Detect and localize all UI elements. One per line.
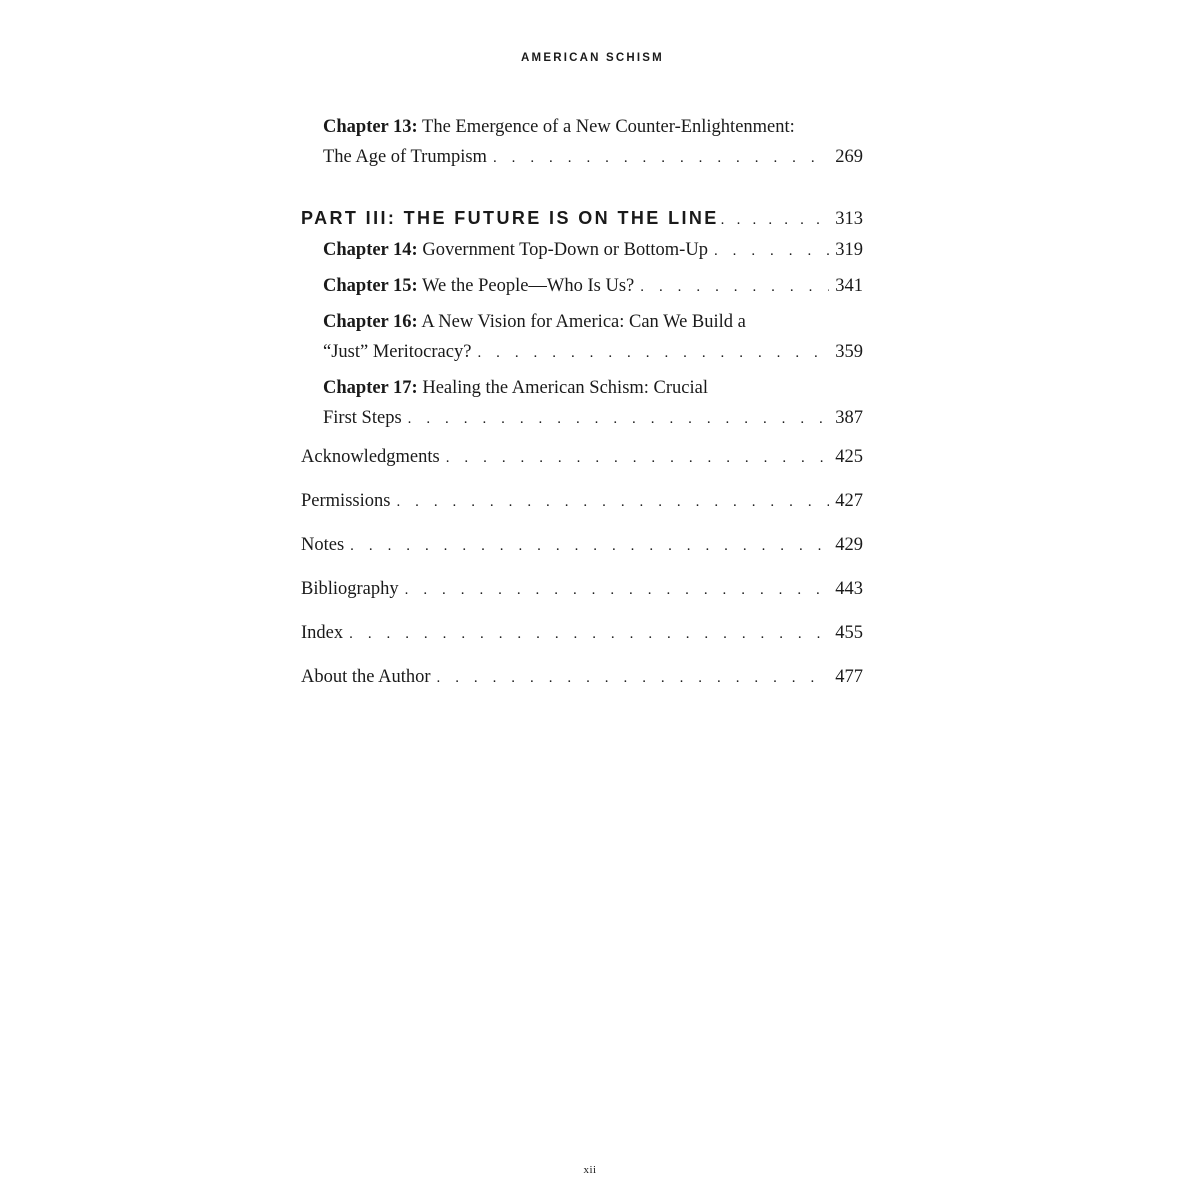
toc-entry-chapter-14[interactable]: [301, 235, 863, 266]
chapter-title-continued: The Age of Trumpism: [323, 147, 487, 167]
chapter-title: A New Vision for America: Can We Build a: [421, 312, 746, 332]
page-number: 425: [835, 447, 863, 467]
page-number: 477: [835, 667, 863, 687]
toc-entry-chapter-15[interactable]: [301, 271, 863, 302]
dot-leader: [437, 663, 830, 693]
toc-entry-chapter-16[interactable]: [301, 307, 863, 368]
chapter-title: Healing the American Schism: Crucial: [422, 378, 709, 398]
entry-title: Bibliography: [301, 579, 399, 599]
toc-entry-part-3[interactable]: [301, 203, 863, 235]
dot-leader: [493, 143, 829, 173]
chapter-title: We the People—Who Is Us?: [422, 276, 635, 296]
dot-leader: [405, 575, 829, 605]
chapter-number: Chapter 14:: [323, 240, 418, 260]
page-number: 319: [835, 240, 863, 260]
toc-entry-about-the-author[interactable]: [301, 662, 863, 693]
page-number: 341: [835, 276, 863, 296]
toc-entry-chapter-17[interactable]: [301, 373, 863, 434]
dot-leader: [640, 272, 829, 302]
entry-title: Acknowledgments: [301, 447, 440, 467]
toc-entry-notes[interactable]: [301, 530, 863, 561]
chapter-number: Chapter 13:: [323, 117, 418, 137]
page-number: 455: [835, 623, 863, 643]
dot-leader: [349, 619, 829, 649]
entry-title: About the Author: [301, 667, 431, 687]
chapter-number: Chapter 15:: [323, 276, 418, 296]
dot-leader: [721, 205, 829, 235]
page-number: 359: [835, 342, 863, 362]
toc-entry-permissions[interactable]: [301, 486, 863, 517]
dot-leader: [446, 443, 829, 473]
dot-leader: [396, 487, 829, 517]
dot-leader: [350, 531, 829, 561]
dot-leader: [408, 404, 829, 434]
toc-entry-index[interactable]: [301, 618, 863, 649]
toc-entry-chapter-13[interactable]: [301, 112, 863, 173]
page-number: 387: [835, 408, 863, 428]
page-folio: xii: [583, 1164, 597, 1176]
entry-title: Permissions: [301, 491, 391, 511]
table-of-contents: [301, 112, 863, 706]
page-number: 429: [835, 535, 863, 555]
part-title: PART III: THE FUTURE IS ON THE LINE: [301, 208, 719, 228]
page-number: 313: [835, 209, 863, 229]
chapter-number: Chapter 16:: [323, 312, 418, 332]
chapter-title: The Emergence of a New Counter-Enlightenment:: [422, 117, 795, 137]
toc-entry-acknowledgments[interactable]: [301, 442, 863, 473]
chapter-title-continued: First Steps: [323, 408, 402, 428]
toc-entry-bibliography[interactable]: [301, 574, 863, 605]
page-number: 443: [835, 579, 863, 599]
dot-leader: [477, 338, 829, 368]
dot-leader: [714, 236, 829, 266]
chapter-title: Government Top-Down or Bottom-Up: [422, 240, 708, 260]
entry-title: Index: [301, 623, 344, 643]
page-number: 427: [835, 491, 863, 511]
running-head: AMERICAN SCHISM: [521, 52, 664, 64]
chapter-title-continued: “Just” Meritocracy?: [323, 342, 472, 362]
page-number: 269: [835, 147, 863, 167]
chapter-number: Chapter 17:: [323, 378, 418, 398]
entry-title: Notes: [301, 535, 345, 555]
